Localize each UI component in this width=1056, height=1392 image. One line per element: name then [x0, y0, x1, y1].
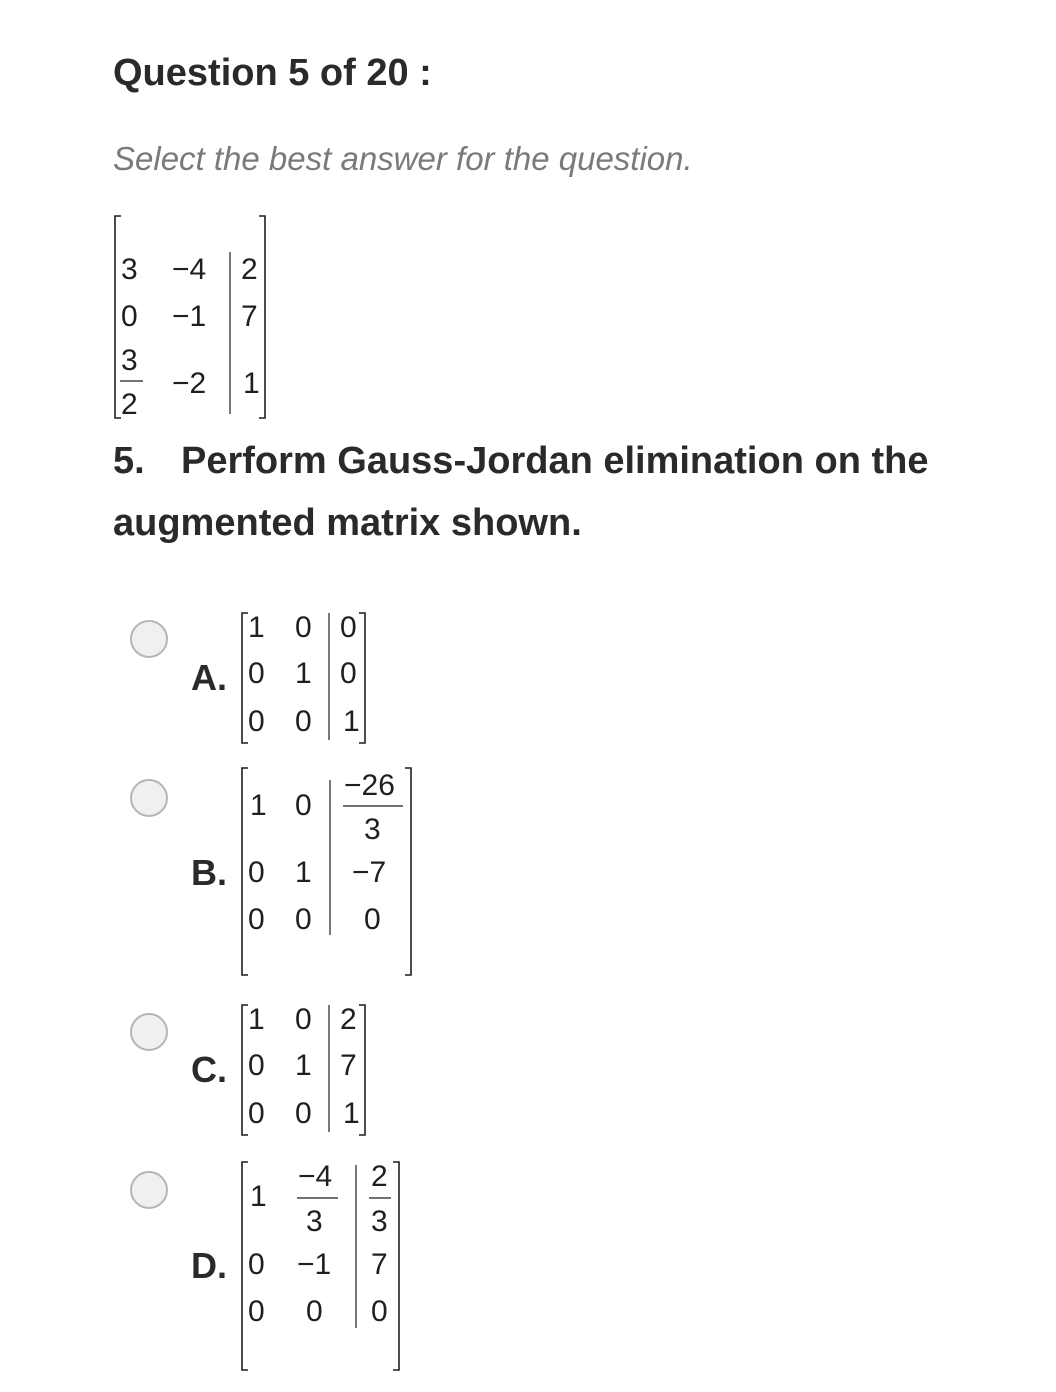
matrix-cell: −7 — [352, 856, 387, 889]
matrix-cell: 1 — [250, 1180, 267, 1213]
matrix-cell: 1 — [295, 856, 312, 889]
matrix-cell: 0 — [364, 903, 381, 936]
matrix-cell: 7 — [241, 300, 258, 333]
option-d-matrix — [242, 1160, 399, 1370]
matrix-cell: 0 — [248, 705, 265, 738]
matrix-cell: 0 — [248, 1295, 265, 1328]
matrix-cell: 0 — [340, 611, 357, 644]
matrix-cell: 0 — [295, 789, 312, 822]
matrix-cell: 7 — [371, 1248, 388, 1281]
fraction-denominator: 3 — [371, 1205, 388, 1238]
matrix-cell: 0 — [295, 1097, 312, 1130]
option-c-label[interactable]: C. — [191, 1049, 227, 1090]
option-d-label[interactable]: D. — [191, 1245, 227, 1286]
matrix-cell: 0 — [248, 657, 265, 690]
matrix-cell: 1 — [250, 789, 267, 822]
option-a-radio[interactable] — [130, 620, 168, 658]
matrix-cell: 0 — [248, 856, 265, 889]
fraction-denominator: 3 — [306, 1205, 323, 1238]
matrix-cell: 0 — [295, 705, 312, 738]
matrix-cell: 0 — [295, 1003, 312, 1036]
question-number: 5. — [113, 440, 145, 482]
matrix-cell: 0 — [306, 1295, 323, 1328]
question-text — [113, 430, 1013, 554]
fraction-denominator: 2 — [121, 388, 138, 421]
matrix-cell: 1 — [295, 1049, 312, 1082]
matrix-cell: 1 — [243, 367, 260, 400]
matrix-cell: 1 — [248, 1003, 265, 1036]
option-c-radio[interactable] — [130, 1013, 168, 1051]
question-matrix — [115, 216, 265, 421]
option-b-matrix — [242, 768, 411, 975]
question-header: Question 5 of 20 : — [113, 52, 432, 94]
option-a-matrix — [242, 611, 365, 743]
question-prompt: Perform Gauss-Jordan elimination on the augmented matrix shown. — [113, 440, 929, 544]
matrix-cell: 0 — [295, 903, 312, 936]
matrix-cell: −1 — [172, 300, 207, 333]
fraction-numerator: −4 — [298, 1160, 333, 1193]
matrix-cell: 1 — [343, 1097, 360, 1130]
option-c-matrix — [242, 1003, 365, 1135]
option-b-radio[interactable] — [130, 779, 168, 817]
matrix-cell: 0 — [248, 1097, 265, 1130]
matrix-cell: −1 — [297, 1248, 332, 1281]
matrix-cell: 2 — [340, 1003, 357, 1036]
matrix-cell: 0 — [248, 903, 265, 936]
fraction-numerator: 3 — [121, 344, 138, 377]
option-d-radio[interactable] — [130, 1171, 168, 1209]
matrix-cell: 1 — [343, 705, 360, 738]
matrix-cell: 1 — [295, 657, 312, 690]
option-a-label[interactable]: A. — [191, 657, 227, 698]
option-b-label[interactable]: B. — [191, 852, 227, 893]
fraction-numerator: 2 — [371, 1160, 388, 1193]
matrix-cell: 1 — [248, 611, 265, 644]
matrix-cell: 0 — [371, 1295, 388, 1328]
matrix-cell: −2 — [172, 367, 207, 400]
matrix-cell: 0 — [248, 1248, 265, 1281]
matrix-cell: 0 — [248, 1049, 265, 1082]
instruction-text: Select the best answer for the question. — [113, 140, 693, 177]
matrix-cell: −4 — [172, 253, 207, 286]
matrix-cell: 0 — [340, 657, 357, 690]
fraction-numerator: −26 — [344, 769, 395, 802]
fraction-denominator: 3 — [364, 813, 381, 846]
matrix-cell: 2 — [241, 253, 258, 286]
matrix-cell: 7 — [340, 1049, 357, 1082]
matrix-cell: 3 — [121, 253, 138, 286]
matrix-cell: 0 — [295, 611, 312, 644]
matrix-cell: 0 — [121, 300, 138, 333]
